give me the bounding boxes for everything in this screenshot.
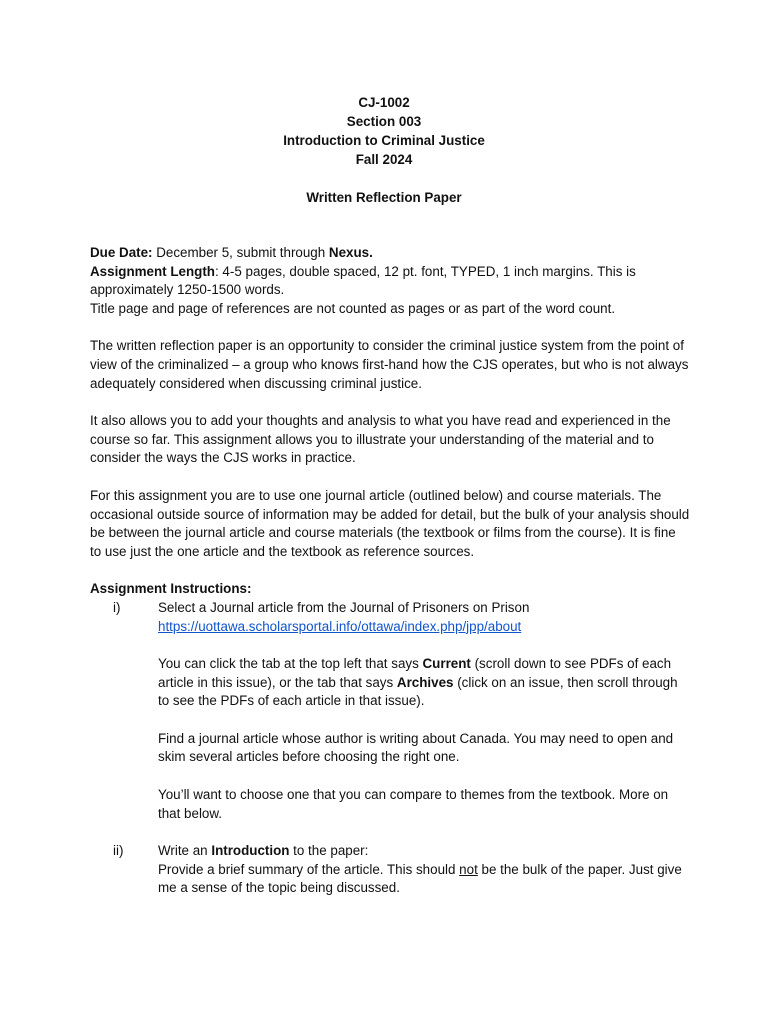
item-1-line: Select a Journal article from the Journal of Prisoners on Prison (158, 599, 530, 615)
current-tab-label: Current (422, 656, 471, 672)
instructions-heading: Assignment Instructions: (90, 581, 252, 597)
course-code: CJ-1002 (358, 95, 410, 110)
assignment-length-text: : 4-5 pages, double spaced, 12 pt. font, TYPED, 1 inch margins. This is approximately 1250-1500 words. (90, 263, 636, 298)
not-emphasis: not (459, 861, 478, 877)
archives-tab-label: Archives (396, 674, 454, 690)
paragraph-analysis: It also allows you to add your thoughts and analysis to what you have read and experienced in the course so far. This assignment allows you to illustrate your understanding of the material and to consider the ways the CJS works in practice. (90, 413, 671, 466)
item-2-line: Write an Introduction to the paper: (158, 843, 369, 859)
term: Fall 2024 (355, 152, 413, 167)
document-header (0, 93, 768, 207)
item-number: i) (113, 599, 121, 615)
document-body (90, 244, 690, 898)
paragraph-purpose: The written reflection paper is an opportunity to consider the criminal justice system from the point of view of the criminalized – a group who knows first-hand how the CJS operates, but who is not always adequately considered when discussing criminal justice. (90, 338, 689, 391)
assignment-length-label: Assignment Length (90, 263, 215, 279)
item-1-navigation-text: You can click the tab at the top left that says Current (scroll down to see PDFs of each article in this issue), or the tab that says Archives (click on an issue, then scroll through to see the PDFs of each article in that issue). (158, 656, 678, 709)
introduction-label: Introduction (211, 843, 290, 859)
item-number: ii) (113, 843, 124, 859)
section-number: Section 003 (346, 114, 422, 129)
journal-link[interactable]: https://uottawa.scholarsportal.info/ottawa/index.php/jpp/about (158, 618, 522, 634)
page-count-note: Title page and page of references are not counted as pages or as part of the word count. (90, 300, 616, 316)
instruction-item-1 (90, 599, 690, 842)
assignment-length-line (90, 263, 690, 300)
paragraph-sources: For this assignment you are to use one journal article (outlined below) and course materials. The occasional outside source of information may be added for detail, but the bulk of your analysis should be between the journal article and course materials (the textbook or films from the course). It is fine to use just the one article and the textbook as reference sources. (90, 487, 690, 559)
instruction-item-2 (90, 842, 690, 898)
item-1-selection-text: Find a journal article whose author is writing about Canada. You may need to open and skim several articles before choosing the right one. (158, 730, 674, 765)
item-2-summary-text: Provide a brief summary of the article. This should not be the bulk of the paper. Just give me a sense of the topic being discussed. (158, 861, 682, 896)
due-date-label: Due Date: (90, 245, 153, 260)
course-title: Introduction to Criminal Justice (283, 133, 485, 148)
due-date-text: December 5, submit through (152, 245, 329, 260)
document-title: Written Reflection Paper (306, 190, 462, 205)
item-1-compare-text: You’ll want to choose one that you can compare to themes from the textbook. More on that below. (158, 787, 669, 821)
due-date-line (90, 244, 690, 263)
submission-platform: Nexus. (328, 245, 373, 260)
